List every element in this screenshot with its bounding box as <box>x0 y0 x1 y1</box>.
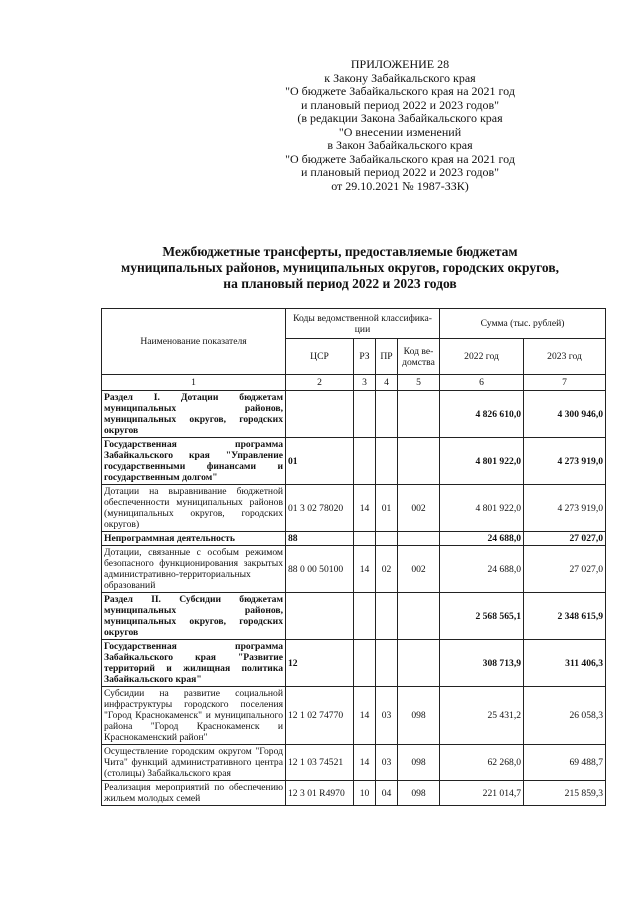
cell-pr: 04 <box>376 781 398 806</box>
table-row <box>102 532 606 546</box>
cell-2022: 25 431,2 <box>440 687 524 745</box>
header-line: и плановый период 2022 и 2023 годов" <box>300 165 500 179</box>
column-header-name: Наименование показателя <box>102 309 286 375</box>
table-row <box>102 640 606 687</box>
cell-kv: 002 <box>398 485 440 532</box>
cell-csr: 12 1 03 74521 <box>286 745 354 781</box>
cell-2023: 311 406,3 <box>524 640 606 687</box>
header-line: в Закон Забайкальского края <box>327 138 473 152</box>
column-header-kv: Код ве-домства <box>398 339 440 375</box>
cell-kv <box>398 532 440 546</box>
header-line: ПРИЛОЖЕНИЕ 28 <box>350 57 450 71</box>
title-line: на плановый период 2022 и 2023 годов <box>223 276 457 291</box>
table-row <box>102 781 606 806</box>
cell-csr <box>286 593 354 640</box>
cell-csr: 88 0 00 50100 <box>286 546 354 593</box>
cell-kv: 098 <box>398 687 440 745</box>
cell-name: Субсидии на развитие социальной инфраструктуры городского поселения "Город Краснокаменск" и муниципального района "Город Краснокаменск и Краснокаменский район" <box>102 687 286 745</box>
table-row <box>102 593 606 640</box>
cell-2023: 4 273 919,0 <box>524 438 606 485</box>
cell-name: Осуществление городским округом "Город Чита" функций административного центра (столицы) Забайкальского края <box>102 745 286 781</box>
cell-name: Государственная программа Забайкальского края "Управление государственными финансами и государственным долгом" <box>102 438 286 485</box>
cell-2023: 4 300 946,0 <box>524 391 606 438</box>
document-title <box>60 244 620 292</box>
column-header-codes: Коды ведомственной классифика-ции <box>286 309 440 339</box>
cell-kv <box>398 391 440 438</box>
table-body <box>102 391 606 806</box>
cell-rz <box>354 438 376 485</box>
cell-2023: 2 348 615,9 <box>524 593 606 640</box>
cell-name: Раздел I. Дотации бюджетам муниципальных районов, муниципальных округов, городских округов <box>102 391 286 438</box>
cell-kv: 098 <box>398 781 440 806</box>
cell-2022: 221 014,7 <box>440 781 524 806</box>
table-row <box>102 438 606 485</box>
table-row <box>102 546 606 593</box>
column-header-2022: 2022 год <box>440 339 524 375</box>
cell-csr <box>286 391 354 438</box>
cell-2023: 69 488,7 <box>524 745 606 781</box>
cell-rz: 14 <box>354 745 376 781</box>
cell-name: Дотации на выравнивание бюджетной обеспеченности муниципальных районов (муниципальных округов, городских округов) <box>102 485 286 532</box>
column-header-sum: Сумма (тыс. рублей) <box>440 309 606 339</box>
table-row <box>102 391 606 438</box>
cell-csr: 12 3 01 R4970 <box>286 781 354 806</box>
cell-rz: 10 <box>354 781 376 806</box>
cell-name: Государственная программа Забайкальского края "Развитие территорий и жилищная политика Забайкальского края" <box>102 640 286 687</box>
cell-kv <box>398 438 440 485</box>
column-number: 4 <box>376 375 398 391</box>
cell-pr <box>376 391 398 438</box>
cell-csr: 88 <box>286 532 354 546</box>
table-row <box>102 687 606 745</box>
column-header-csr: ЦСР <box>286 339 354 375</box>
cell-2022: 2 568 565,1 <box>440 593 524 640</box>
cell-name: Раздел II. Субсидии бюджетам муниципальных районов, муниципальных округов, городских округов <box>102 593 286 640</box>
cell-name: Дотации, связанные с особым режимом безопасного функционирования закрытых административно-территориальных образований <box>102 546 286 593</box>
cell-2022: 24 688,0 <box>440 532 524 546</box>
column-number: 1 <box>102 375 286 391</box>
transfers-table <box>101 308 606 806</box>
header-line: "О бюджете Забайкальского края на 2021 год <box>285 84 515 98</box>
column-number: 3 <box>354 375 376 391</box>
cell-kv: 098 <box>398 745 440 781</box>
column-number: 5 <box>398 375 440 391</box>
column-header-2023: 2023 год <box>524 339 606 375</box>
cell-pr: 01 <box>376 485 398 532</box>
cell-2022: 62 268,0 <box>440 745 524 781</box>
cell-2022: 4 801 922,0 <box>440 485 524 532</box>
column-number: 6 <box>440 375 524 391</box>
cell-rz <box>354 391 376 438</box>
cell-kv <box>398 593 440 640</box>
table-row <box>102 485 606 532</box>
header-line: к Закону Забайкальского края <box>324 70 476 85</box>
cell-pr: 03 <box>376 687 398 745</box>
header-line: "О бюджете Забайкальского края на 2021 год <box>285 151 515 166</box>
cell-rz: 14 <box>354 485 376 532</box>
cell-rz <box>354 593 376 640</box>
cell-csr: 01 3 02 78020 <box>286 485 354 532</box>
cell-rz <box>354 640 376 687</box>
cell-csr: 12 1 02 74770 <box>286 687 354 745</box>
cell-rz: 14 <box>354 546 376 593</box>
cell-2023: 27 027,0 <box>524 546 606 593</box>
cell-2022: 308 713,9 <box>440 640 524 687</box>
cell-2023: 27 027,0 <box>524 532 606 546</box>
cell-2023: 215 859,3 <box>524 781 606 806</box>
title-line: муниципальных районов, муниципальных округов, городских округов, <box>121 260 559 275</box>
column-header-rz: РЗ <box>354 339 376 375</box>
column-numbers-row <box>102 375 606 391</box>
cell-rz: 14 <box>354 687 376 745</box>
header-line: "О внесении изменений <box>338 124 462 139</box>
cell-2022: 4 801 922,0 <box>440 438 524 485</box>
cell-name: Непрограммная деятельность <box>102 532 286 546</box>
header-line: (в редакции Закона Забайкальского края <box>297 111 503 125</box>
header-line: от 29.10.2021 № 1987-ЗЗК) <box>331 178 469 193</box>
cell-pr: 02 <box>376 546 398 593</box>
column-header-pr: ПР <box>376 339 398 375</box>
cell-2023: 4 273 919,0 <box>524 485 606 532</box>
cell-pr <box>376 438 398 485</box>
appendix-header <box>250 58 550 193</box>
table-row <box>102 745 606 781</box>
cell-name: Реализация мероприятий по обеспечению жильем молодых семей <box>102 781 286 806</box>
header-line: и плановый период 2022 и 2023 годов" <box>300 97 500 112</box>
column-number: 2 <box>286 375 354 391</box>
cell-pr <box>376 593 398 640</box>
cell-kv <box>398 640 440 687</box>
cell-pr: 03 <box>376 745 398 781</box>
cell-pr <box>376 640 398 687</box>
cell-csr: 12 <box>286 640 354 687</box>
cell-2023: 26 058,3 <box>524 687 606 745</box>
cell-2022: 4 826 610,0 <box>440 391 524 438</box>
cell-rz <box>354 532 376 546</box>
cell-2022: 24 688,0 <box>440 546 524 593</box>
cell-csr: 01 <box>286 438 354 485</box>
column-number: 7 <box>524 375 606 391</box>
cell-pr <box>376 532 398 546</box>
title-line: Межбюджетные трансферты, предоставляемые бюджетам <box>162 244 518 259</box>
cell-kv: 002 <box>398 546 440 593</box>
